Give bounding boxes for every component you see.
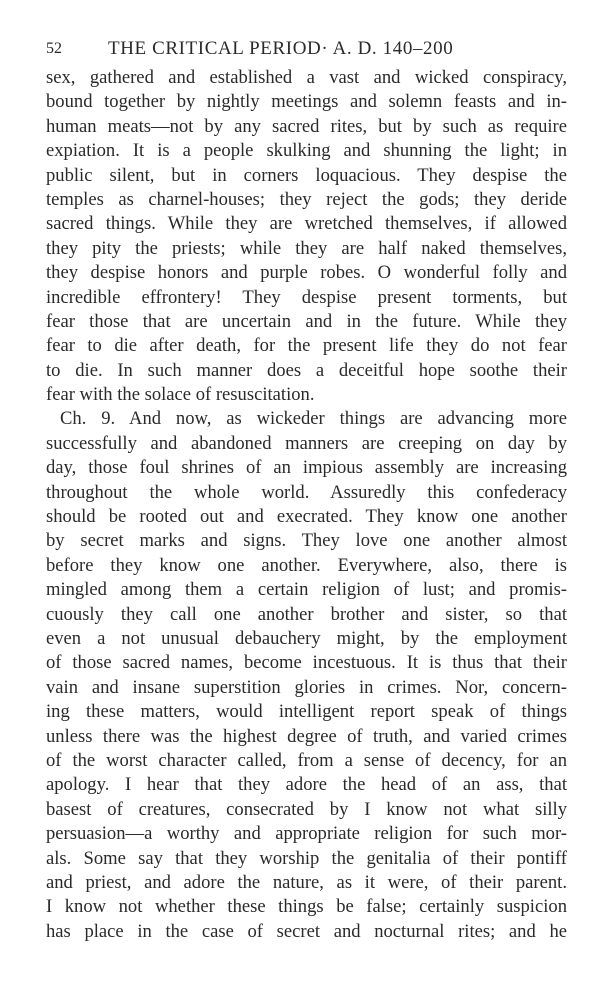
running-title: THE CRITICAL PERIOD· A. D. 140–200 xyxy=(108,38,454,59)
text-line: als. Some say that they worship the genitalia of their pontiff xyxy=(46,847,567,869)
text-line: should be rooted out and execrated. They know one another xyxy=(46,506,567,528)
text-line: to die. In such manner does a deceitful hope soothe their xyxy=(46,359,567,381)
text-line: ing these matters, would intelligent report speak of things xyxy=(46,701,567,723)
text-line: I know not whether these things be false; certainly suspicion xyxy=(46,896,567,918)
page-number: 52 xyxy=(46,40,62,57)
text-line: expiation. It is a people skulking and shunning the light; in xyxy=(46,140,567,162)
text-line: vain and insane superstition glories in crimes. Nor, concern- xyxy=(46,676,567,698)
text-line: by secret marks and signs. They love one another almost xyxy=(46,530,567,552)
text-line: bound together by nightly meetings and solemn feasts and in- xyxy=(46,91,567,113)
text-line: they pity the priests; while they are half naked themselves, xyxy=(46,237,567,259)
text-line: unless there was the highest degree of truth, and varied crimes xyxy=(46,725,567,747)
text-line: they despise honors and purple robes. O wonderful folly and xyxy=(46,262,567,284)
text-line: sacred things. While they are wretched themselves, if allowed xyxy=(46,213,567,235)
text-line: sex, gathered and established a vast and wicked conspiracy, xyxy=(46,67,567,88)
text-line: Ch. 9. And now, as wickeder things are advancing more xyxy=(60,408,567,430)
page-body-text xyxy=(46,66,567,944)
text-line: public silent, but in corners loquacious. They despise the xyxy=(46,164,567,186)
running-header xyxy=(46,38,566,64)
text-line: successfully and abandoned manners are creeping on day by xyxy=(46,432,567,454)
text-line: before they know one another. Everywhere, also, there is xyxy=(46,554,567,576)
text-line: basest of creatures, consecrated by I know not what silly xyxy=(46,798,567,820)
text-line: fear those that are uncertain and in the future. While they xyxy=(46,310,567,332)
text-line: persuasion—a worthy and appropriate religion for such mor- xyxy=(46,823,567,845)
text-line: fear to die after death, for the present life they do not fear xyxy=(46,335,567,357)
text-line: apology. I hear that they adore the head of an ass, that xyxy=(46,774,567,796)
text-line: of the worst character called, from a sense of decency, for an xyxy=(46,749,567,771)
text-line: cuously they call one another brother and sister, so that xyxy=(46,603,567,625)
text-line: incredible effrontery! They despise present torments, but xyxy=(46,286,567,308)
text-line: and priest, and adore the nature, as it were, of their parent. xyxy=(46,871,567,893)
text-line: day, those foul shrines of an impious assembly are increasing xyxy=(46,457,567,479)
text-line: of those sacred names, become incestuous. It is thus that their xyxy=(46,652,567,674)
text-line: fear with the solace of resuscitation. xyxy=(46,384,315,406)
text-line: throughout the whole world. Assuredly this confederacy xyxy=(46,481,567,503)
text-line: human meats—not by any sacred rites, but by such as require xyxy=(46,115,567,137)
text-line: has place in the case of secret and nocturnal rites; and he xyxy=(46,920,567,942)
text-line: temples as charnel-houses; they reject the gods; they deride xyxy=(46,188,567,210)
text-line: even a not unusual debauchery might, by the employment xyxy=(46,627,567,649)
text-line: mingled among them a certain religion of lust; and promis- xyxy=(46,579,567,601)
